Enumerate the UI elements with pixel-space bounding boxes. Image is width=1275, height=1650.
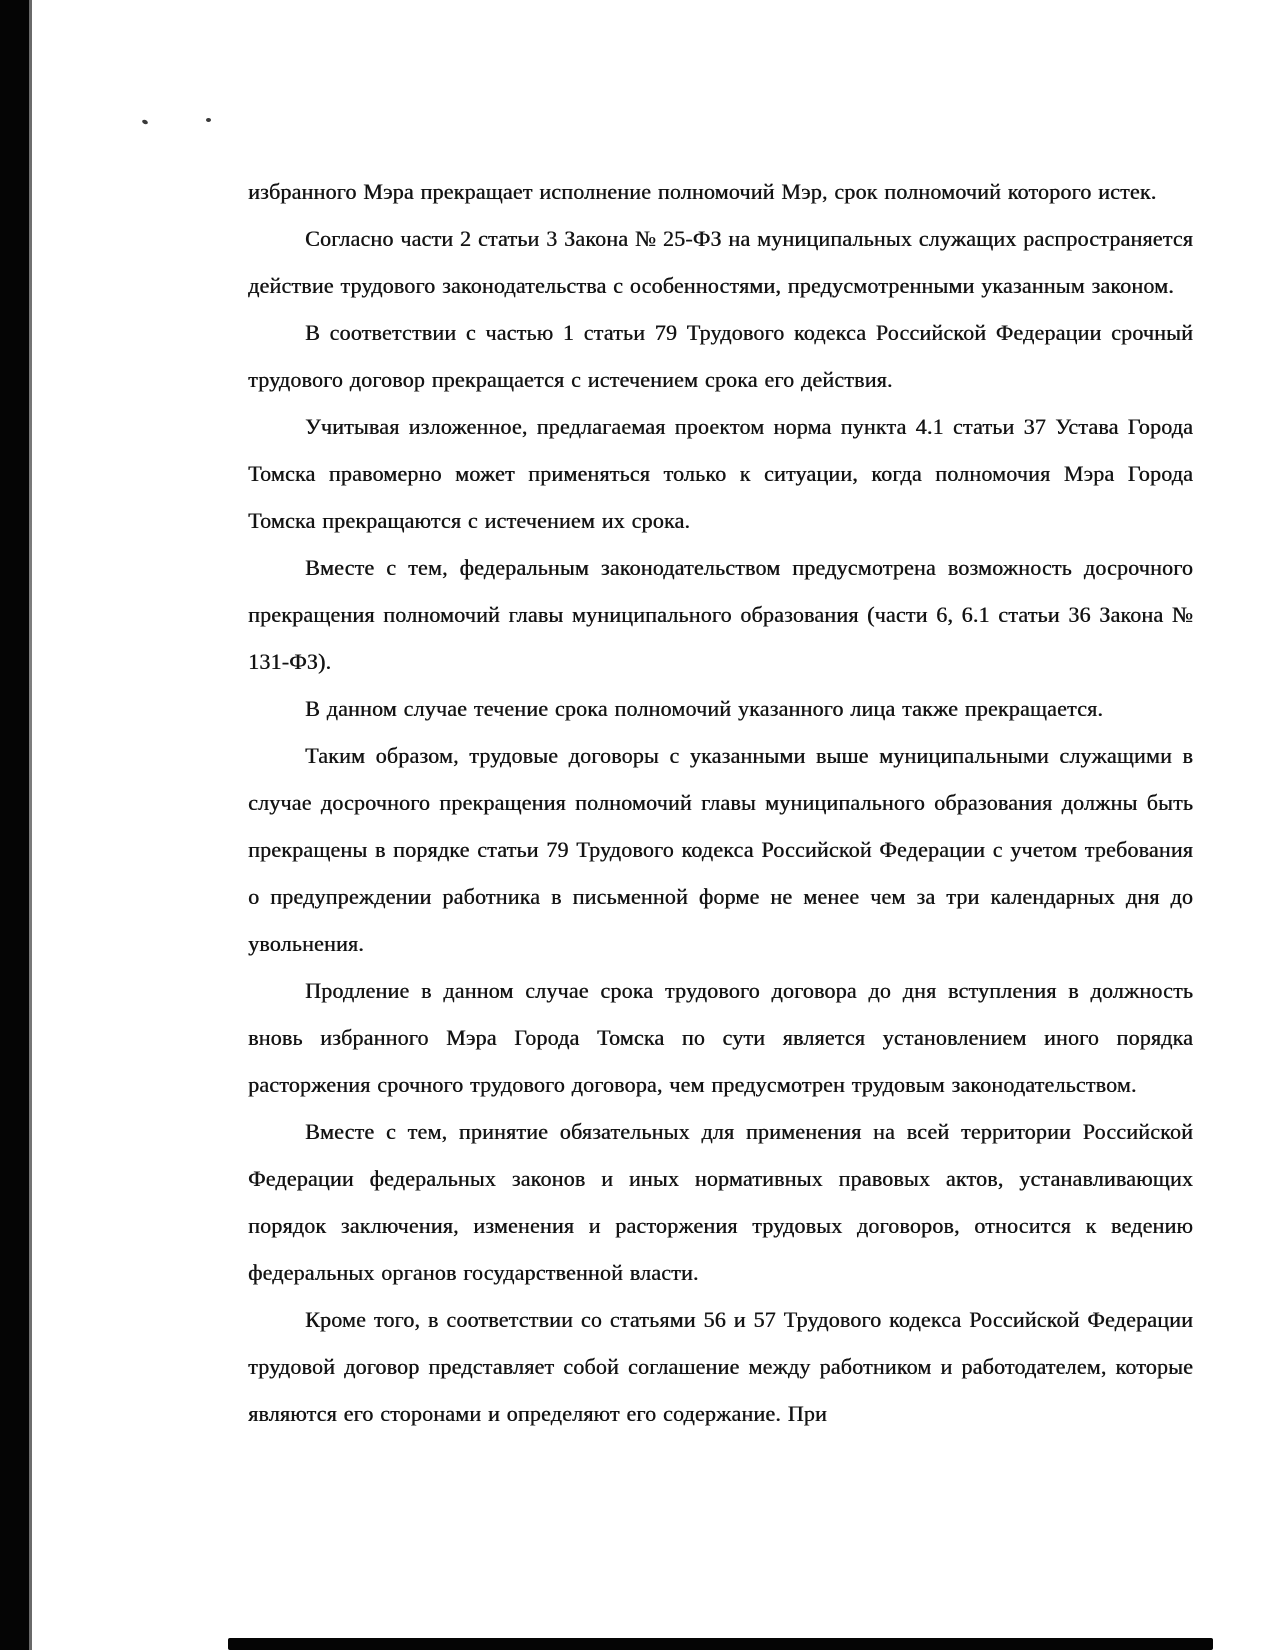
paragraph: Учитывая изложенное, предлагаемая проектом норма пункта 4.1 статьи 37 Устава Города Томска правомерно может применяться только к ситуации, когда полномочия Мэра Города Томска прекращаются с истечением их срока. (248, 414, 1193, 533)
paragraph: В данном случае течение срока полномочий указанного лица также прекращается. (305, 696, 1103, 721)
scan-speck (206, 118, 211, 122)
scan-artifact-left-bar (0, 0, 29, 1650)
document-body (248, 168, 1193, 1437)
paragraph: Продление в данном случае срока трудового договора до дня вступления в должность вновь избранного Мэра Города Томска по сути является установлением иного порядка расторжения срочного трудового договора, чем предусмотрен трудовым законодательством. (248, 978, 1193, 1097)
paragraph: В соответствии с частью 1 статьи 79 Трудового кодекса Российской Федерации срочный трудового договор прекращается с истечением срока его действия. (248, 320, 1193, 392)
scan-artifact-bottom-bar (228, 1638, 1213, 1650)
paragraph: Кроме того, в соответствии со статьями 56 и 57 Трудового кодекса Российской Федерации трудовой договор представляет собой соглашение между работником и работодателем, которые являются его сторонами и определяют его содержание. При (248, 1307, 1193, 1426)
paragraph: избранного Мэра прекращает исполнение полномочий Мэр, срок полномочий которого истек. (248, 179, 1157, 204)
paragraph: Согласно части 2 статьи 3 Закона № 25-ФЗ на муниципальных служащих распространяется действие трудового законодательства с особенностями, предусмотренными указанным законом. (248, 226, 1193, 298)
paragraph: Вместе с тем, принятие обязательных для применения на всей территории Российской Федерации федеральных законов и иных нормативных правовых актов, устанавливающих порядок заключения, изменения и расторжения трудовых договоров, относится к ведению федеральных органов государственной власти. (248, 1119, 1193, 1285)
paragraph: Таким образом, трудовые договоры с указанными выше муниципальными служащими в случае досрочного прекращения полномочий главы муниципального образования должны быть прекращены в порядке статьи 79 Трудового кодекса Российской Федерации с учетом требования о предупреждении работника в письменной форме не менее чем за три календарных дня до увольнения. (248, 743, 1193, 956)
paragraph: Вместе с тем, федеральным законодательством предусмотрена возможность досрочного прекращения полномочий главы муниципального образования (части 6, 6.1 статьи 36 Закона № 131-ФЗ). (248, 555, 1193, 674)
scan-speck (141, 119, 148, 125)
